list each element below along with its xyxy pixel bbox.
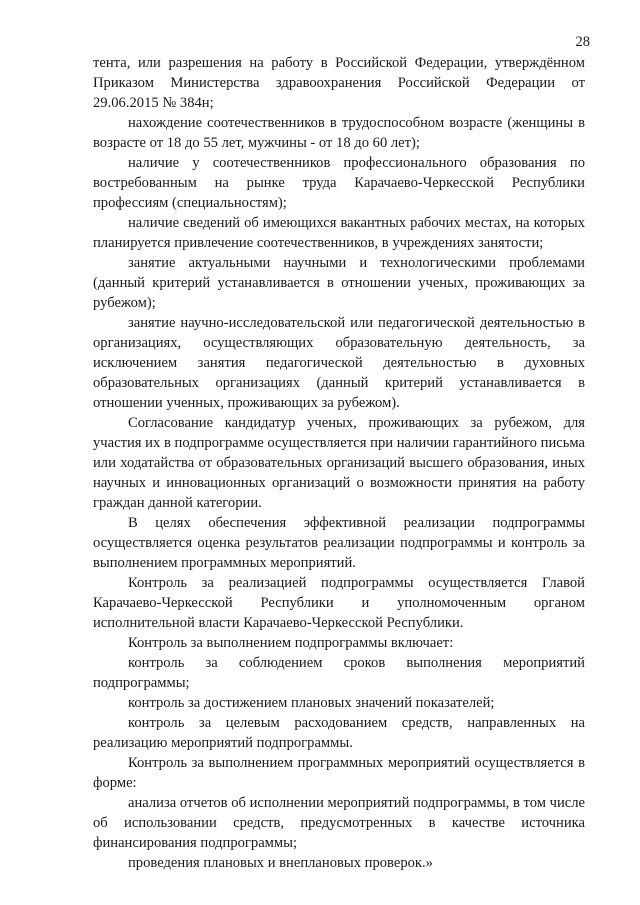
paragraph-control-form: Контроль за выполнением программных мероприятий осуществляется в форме: xyxy=(93,755,585,791)
paragraph-report-analysis: анализа отчетов об исполнении мероприятий подпрограммы, в том числе об использовании средств, предусмотренных в качестве источника финансирования подпрограммы; xyxy=(93,795,585,851)
paragraph-working-age: нахождение соотечественников в трудоспособном возрасте (женщины в возрасте от 18 до 55 лет, мужчины - от 18 до 60 лет); xyxy=(93,115,585,151)
paragraph-effective-implementation: В целях обеспечения эффективной реализации подпрограммы осуществляется оценка результатов реализации подпрограммы и контроль за выполнением программных мероприятий. xyxy=(93,515,585,571)
paragraph-control-authority: Контроль за реализацией подпрограммы осуществляется Главой Карачаево-Черкесской Республики и уполномоченным органом исполнительной власти Карачаево-Черкесской Республики. xyxy=(93,575,585,631)
paragraph-scientific-problems: занятие актуальными научными и технологическими проблемами (данный критерий устанавливается в отношении ученых, проживающих за рубежом); xyxy=(93,255,585,311)
paragraph-vacancies: наличие сведений об имеющихся вакантных рабочих местах, на которых планируется привлечение соотечественников, в учреждениях занятости; xyxy=(93,215,585,251)
paragraph-professional-education: наличие у соотечественников профессионального образования по востребованным на рынке труда Карачаево-Черкесской Республики профессиям (специальностям); xyxy=(93,155,585,211)
paragraph-control-indicators: контроль за достижением плановых значений показателей; xyxy=(128,695,495,711)
paragraph-control-includes: Контроль за выполнением подпрограммы включает: xyxy=(128,635,454,651)
paragraph-candidate-approval: Согласование кандидатур ученых, проживающих за рубежом, для участия их в подпрограмме осуществляется при наличии гарантийного письма или ходатайства от образовательных организаций высшего образования, иных научных и инновационных организаций о возможности принятия на работу граждан данной категории. xyxy=(93,415,585,511)
paragraph-control-spending: контроль за целевым расходованием средств, направленных на реализацию мероприятий подпрограммы. xyxy=(93,715,585,751)
paragraph-research-activity: занятие научно-исследовательской или педагогической деятельностью в организациях, осуществляющих образовательную деятельность, за исключением занятия педагогической деятельностью в духовных образовательных организациях (данный критерий устанавливается в отношении ученных, проживающих за рубежом). xyxy=(93,315,585,411)
paragraph-continuation: тента, или разрешения на работу в Российской Федерации, утверждённом Приказом Министерства здравоохранения Российской Федерации от 29.06.2015 № 384н; xyxy=(93,55,585,111)
paragraph-control-deadlines: контроль за соблюдением сроков выполнения мероприятий подпрограммы; xyxy=(93,655,585,691)
page-number: 28 xyxy=(575,34,590,50)
paragraph-inspections: проведения плановых и внеплановых проверок.» xyxy=(128,855,433,871)
document-body xyxy=(93,53,585,873)
